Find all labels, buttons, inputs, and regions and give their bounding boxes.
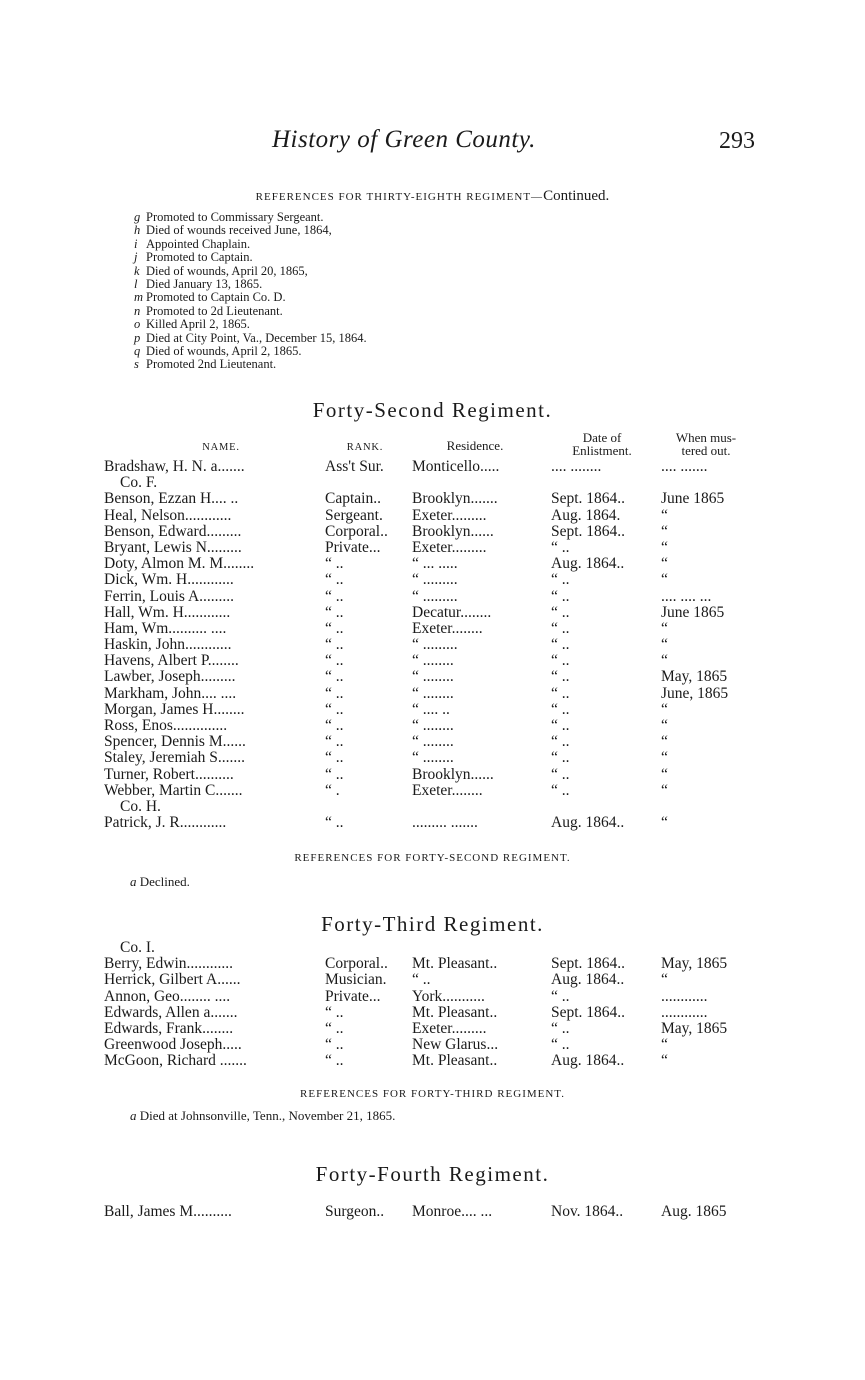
refs-42-heading: REFERENCES FOR FORTY-SECOND REGIMENT.: [294, 852, 571, 864]
enlistment-date: “ ..: [551, 733, 570, 751]
mustered-out: May, 1865: [661, 1019, 728, 1037]
mustered-out: “: [661, 971, 668, 989]
reference-key: h: [134, 223, 141, 238]
mustered-out: ............: [661, 1003, 708, 1021]
mustered-out: May, 1865: [661, 955, 728, 973]
reference-text: Promoted to Commissary Sergeant.: [146, 210, 324, 224]
reference-key: p: [134, 330, 141, 345]
soldier-name: Bryant, Lewis N.........: [104, 538, 242, 556]
reference-item: [134, 265, 367, 278]
soldier-name: Berry, Edwin............: [104, 955, 234, 973]
roster-row: [0, 1053, 865, 1069]
mustered-out: “: [661, 749, 668, 767]
reference-key: k: [134, 263, 140, 278]
soldier-residence: “ ........: [412, 652, 454, 670]
running-head: [0, 126, 865, 158]
soldier-name: Markham, John.... ....: [104, 684, 237, 702]
enlistment-date: “ ..: [551, 619, 570, 637]
reference-text: Died of wounds, April 2, 1865.: [146, 344, 302, 359]
roster-row: [0, 653, 865, 669]
reference-key: l: [134, 277, 138, 292]
reference-item: [134, 345, 367, 358]
mustered-out: May, 1865: [661, 668, 728, 686]
enlistment-date: “ ..: [551, 700, 570, 718]
soldier-rank: “ ..: [325, 603, 344, 621]
roster-row: [0, 637, 865, 653]
enlistment-date: .... ........: [551, 458, 602, 475]
reference-item: [134, 251, 367, 264]
mustered-out: “: [661, 814, 668, 832]
roster-row: [0, 718, 865, 734]
page-number: 293: [719, 128, 755, 154]
roster-row: [0, 783, 865, 799]
soldier-rank: Corporal..: [325, 522, 388, 540]
mustered-out: “: [661, 1052, 668, 1070]
soldier-name: Edwards, Allen a.......: [104, 1003, 238, 1021]
roster-row: [0, 686, 865, 702]
mustered-out: “: [661, 555, 668, 573]
enlistment-date: “ ..: [551, 668, 570, 686]
col-head-name: NAME.: [202, 442, 240, 453]
soldier-name: Doty, Almon M. M........: [104, 555, 255, 573]
soldier-residence: “ ........: [412, 684, 454, 702]
soldier-residence: Monroe.... ...: [412, 1203, 493, 1220]
roster-row: [0, 491, 865, 507]
reference-text: Died January 13, 1865.: [146, 277, 263, 292]
soldier-name: Ross, Enos..............: [104, 717, 228, 734]
refs-38-heading-continued: Continued.: [543, 188, 610, 204]
reference-text: Promoted 2nd Lieutenant.: [146, 357, 277, 372]
reference-item: [134, 278, 367, 291]
soldier-rank: Surgeon..: [325, 1203, 385, 1220]
soldier-rank: “ ..: [325, 765, 344, 783]
roster-row: [0, 459, 865, 475]
soldier-residence: Mt. Pleasant..: [412, 1003, 498, 1021]
soldier-residence: Brooklyn......: [412, 765, 494, 783]
roster-row: [0, 669, 865, 685]
note-key: a: [130, 874, 137, 889]
reference-item: [134, 305, 367, 318]
company-heading: [0, 940, 865, 956]
soldier-residence: Exeter........: [412, 619, 483, 637]
reference-key: n: [134, 303, 141, 318]
soldier-name: Herrick, Gilbert A......: [104, 971, 241, 989]
soldier-residence: New Glarus...: [412, 1036, 499, 1054]
soldier-rank: “ ..: [325, 814, 344, 832]
enlistment-date: Aug. 1864..: [551, 555, 625, 573]
mustered-out: June, 1865: [661, 684, 729, 702]
soldier-residence: York...........: [412, 987, 485, 1005]
reference-item: [134, 224, 367, 237]
roster-row: [0, 956, 865, 972]
mustered-out: “: [661, 652, 668, 670]
soldier-residence: ......... .......: [412, 814, 478, 832]
soldier-name: Morgan, James H........: [104, 700, 245, 718]
soldier-residence: “ .........: [412, 587, 458, 605]
roster-row: [0, 815, 865, 831]
soldier-rank: “ ..: [325, 668, 344, 686]
soldier-name: Benson, Edward.........: [104, 522, 242, 540]
soldier-name: Haskin, John............: [104, 636, 232, 654]
roster-row: [0, 572, 865, 588]
enlistment-date: “ ..: [551, 571, 570, 589]
roster-row: [0, 1021, 865, 1037]
soldier-rank: “ ..: [325, 555, 344, 573]
reference-text: Promoted to Captain.: [146, 250, 253, 265]
company-heading: [0, 475, 865, 491]
refs-38-heading-text: REFERENCES FOR THIRTY-EIGHTH REGIMENT—: [255, 191, 544, 203]
soldier-rank: “ ..: [325, 652, 344, 670]
enlistment-date: Sept. 1864..: [551, 1003, 626, 1021]
soldier-name: Edwards, Frank........: [104, 1019, 234, 1037]
reference-key: g: [134, 210, 141, 224]
soldier-name: Ham, Wm.......... ....: [104, 619, 227, 637]
roster-row: [0, 589, 865, 605]
roster-row: [0, 734, 865, 750]
soldier-name: Turner, Robert..........: [104, 765, 234, 783]
col-head-out-line2: tered out.: [681, 443, 731, 458]
note-key: a: [130, 1108, 137, 1123]
reference-key: m: [134, 290, 144, 305]
soldier-residence: Exeter........: [412, 781, 483, 799]
note-text: Died at Johnsonville, Tenn., November 21, 1865.: [139, 1108, 396, 1123]
soldier-name: Patrick, J. R............: [104, 814, 227, 832]
soldier-name: Dick, Wm. H............: [104, 571, 234, 589]
roster-row: [0, 556, 865, 572]
roster-43: [0, 940, 865, 1070]
enlistment-date: Sept. 1864..: [551, 522, 626, 540]
enlistment-date: “ ..: [551, 1019, 570, 1037]
reference-text: Died of wounds, April 20, 1865,: [146, 263, 308, 278]
enlistment-date: “ ..: [551, 717, 570, 734]
col-head-date-line2: Enlistment.: [572, 443, 632, 458]
mustered-out: June 1865: [661, 603, 725, 621]
reference-text: Died of wounds received June, 1864,: [146, 223, 332, 238]
roster-row: [0, 1005, 865, 1021]
soldier-residence: “ ..: [412, 971, 431, 989]
col-head-residence: Residence.: [446, 438, 504, 453]
soldier-residence: “ ........: [412, 733, 454, 751]
enlistment-date: “ ..: [551, 765, 570, 783]
enlistment-date: “ ..: [551, 684, 570, 702]
soldier-rank: “ .: [325, 781, 340, 799]
reference-text: Promoted to 2d Lieutenant.: [146, 303, 283, 318]
soldier-residence: “ .... ..: [412, 700, 450, 718]
reference-item: [134, 358, 367, 371]
refs-38-heading: [0, 188, 865, 205]
soldier-residence: “ ........: [412, 749, 454, 767]
mustered-out: “: [661, 781, 668, 799]
soldier-rank: “ ..: [325, 1003, 344, 1021]
mustered-out: .... .... ...: [661, 587, 712, 605]
soldier-rank: “ ..: [325, 619, 344, 637]
soldier-residence: “ .........: [412, 636, 458, 654]
mustered-out: “: [661, 506, 668, 524]
company-label: Co. I.: [120, 939, 155, 956]
enlistment-date: Nov. 1864..: [551, 1203, 624, 1220]
mustered-out: .... .......: [661, 458, 708, 475]
regiment-title-43: Forty-Third Regiment.: [321, 912, 544, 936]
enlistment-date: “ ..: [551, 652, 570, 670]
soldier-rank: Sergeant.: [325, 506, 383, 524]
soldier-rank: “ ..: [325, 733, 344, 751]
reference-key: i: [134, 236, 138, 251]
soldier-rank: Captain..: [325, 490, 381, 508]
soldier-residence: “ .........: [412, 571, 458, 589]
regiment-title-42: Forty-Second Regiment.: [312, 398, 553, 422]
enlistment-date: “ ..: [551, 587, 570, 605]
roster-row: [0, 989, 865, 1005]
roster-44: [0, 1204, 865, 1220]
mustered-out: “: [661, 538, 668, 556]
roster-row: [0, 540, 865, 556]
reference-key: o: [134, 317, 141, 332]
roster-row: [0, 605, 865, 621]
roster-row: [0, 508, 865, 524]
mustered-out: June 1865: [661, 490, 725, 508]
soldier-residence: Exeter.........: [412, 506, 487, 524]
soldier-residence: Decatur........: [412, 603, 492, 621]
enlistment-date: “ ..: [551, 1036, 570, 1054]
reference-item: [134, 318, 367, 331]
roster-row: [0, 524, 865, 540]
enlistment-date: Sept. 1864..: [551, 955, 626, 973]
refs-43-heading: REFERENCES FOR FORTY-THIRD REGIMENT.: [300, 1088, 565, 1100]
reference-item: [134, 238, 367, 251]
soldier-rank: “ ..: [325, 1052, 344, 1070]
roster-row: [0, 1204, 865, 1220]
soldier-rank: “ ..: [325, 717, 344, 734]
refs-43-note: [130, 1108, 395, 1124]
roster-row: [0, 1037, 865, 1053]
col-head-rank: RANK.: [346, 442, 384, 453]
soldier-rank: “ ..: [325, 749, 344, 767]
soldier-name: Heal, Nelson............: [104, 506, 232, 524]
soldier-name: Spencer, Dennis M......: [104, 733, 246, 751]
soldier-rank: “ ..: [325, 636, 344, 654]
enlistment-date: Aug. 1864..: [551, 814, 625, 832]
soldier-rank: Private...: [325, 987, 381, 1005]
soldier-residence: Brooklyn......: [412, 522, 494, 540]
soldier-residence: “ ........: [412, 668, 454, 686]
enlistment-date: “ ..: [551, 636, 570, 654]
enlistment-date: Aug. 1864.: [551, 506, 621, 524]
soldier-name: Annon, Geo........ ....: [104, 987, 231, 1005]
roster-row: [0, 750, 865, 766]
company-heading: [0, 799, 865, 815]
roster-row: [0, 972, 865, 988]
mustered-out: “: [661, 765, 668, 783]
soldier-residence: Mt. Pleasant..: [412, 955, 498, 973]
roster-42: [0, 459, 865, 831]
enlistment-date: “ ..: [551, 603, 570, 621]
roster-row: [0, 621, 865, 637]
col-head-date-line1: Date of: [582, 430, 622, 445]
refs-38-list: [134, 211, 367, 372]
soldier-residence: Mt. Pleasant..: [412, 1052, 498, 1070]
enlistment-date: “ ..: [551, 987, 570, 1005]
soldier-rank: “ ..: [325, 1019, 344, 1037]
reference-text: Died at City Point, Va., December 15, 1864.: [146, 330, 367, 345]
mustered-out: “: [661, 717, 668, 734]
soldier-rank: Musician.: [325, 971, 387, 989]
soldier-residence: Monticello.....: [412, 458, 500, 475]
soldier-name: Hall, Wm. H............: [104, 603, 231, 621]
soldier-name: Ferrin, Louis A.........: [104, 587, 235, 605]
soldier-rank: “ ..: [325, 684, 344, 702]
mustered-out: ............: [661, 987, 708, 1005]
col-head-out-line1: When mus-: [675, 430, 737, 445]
soldier-residence: “ ........: [412, 717, 454, 734]
soldier-name: McGoon, Richard .......: [104, 1052, 247, 1070]
soldier-rank: Ass't Sur.: [325, 458, 384, 475]
soldier-rank: “ ..: [325, 587, 344, 605]
mustered-out: “: [661, 522, 668, 540]
soldier-residence: Exeter.........: [412, 1019, 487, 1037]
enlistment-date: Sept. 1864..: [551, 490, 626, 508]
refs-42-note: [130, 874, 190, 890]
reference-item: [134, 332, 367, 345]
roster-row: [0, 702, 865, 718]
reference-item: [134, 211, 367, 224]
soldier-residence: “ ... .....: [412, 555, 458, 573]
soldier-name: Havens, Albert P........: [104, 652, 239, 670]
reference-key: q: [134, 344, 141, 359]
soldier-name: Staley, Jeremiah S.......: [104, 749, 246, 767]
roster-row: [0, 767, 865, 783]
soldier-residence: Exeter.........: [412, 538, 487, 556]
soldier-name: Bradshaw, H. N. a.......: [104, 458, 245, 475]
soldier-rank: “ ..: [325, 571, 344, 589]
company-label: Co. H.: [120, 797, 161, 815]
company-label: Co. F.: [120, 474, 158, 492]
mustered-out: “: [661, 636, 668, 654]
enlistment-date: Aug. 1864..: [551, 1052, 625, 1070]
soldier-name: Greenwood Joseph.....: [104, 1036, 242, 1054]
reference-text: Promoted to Captain Co. D.: [146, 290, 286, 305]
note-text: Declined.: [139, 874, 190, 889]
soldier-name: Ball, James M..........: [104, 1203, 232, 1220]
mustered-out: “: [661, 619, 668, 637]
soldier-name: Benson, Ezzan H.... ..: [104, 490, 239, 508]
soldier-rank: Private...: [325, 538, 381, 556]
soldier-rank: “ ..: [325, 1036, 344, 1054]
enlistment-date: “ ..: [551, 538, 570, 556]
reference-key: j: [134, 250, 138, 265]
enlistment-date: “ ..: [551, 781, 570, 799]
enlistment-date: Aug. 1864..: [551, 971, 625, 989]
reference-item: [134, 291, 367, 304]
enlistment-date: “ ..: [551, 749, 570, 767]
reference-text: Appointed Chaplain.: [146, 236, 251, 251]
soldier-name: Webber, Martin C.......: [104, 781, 243, 799]
soldier-residence: Brooklyn.......: [412, 490, 498, 508]
soldier-name: Lawber, Joseph.........: [104, 668, 236, 686]
reference-key: s: [134, 357, 139, 372]
mustered-out: “: [661, 571, 668, 589]
mustered-out: “: [661, 700, 668, 718]
mustered-out: “: [661, 733, 668, 751]
soldier-rank: “ ..: [325, 700, 344, 718]
mustered-out: Aug. 1865: [661, 1203, 727, 1220]
reference-text: Killed April 2, 1865.: [146, 317, 250, 332]
running-title: History of Green County.: [272, 126, 536, 153]
soldier-rank: Corporal..: [325, 955, 388, 973]
mustered-out: “: [661, 1036, 668, 1054]
regiment-title-44: Forty-Fourth Regiment.: [315, 1162, 550, 1186]
